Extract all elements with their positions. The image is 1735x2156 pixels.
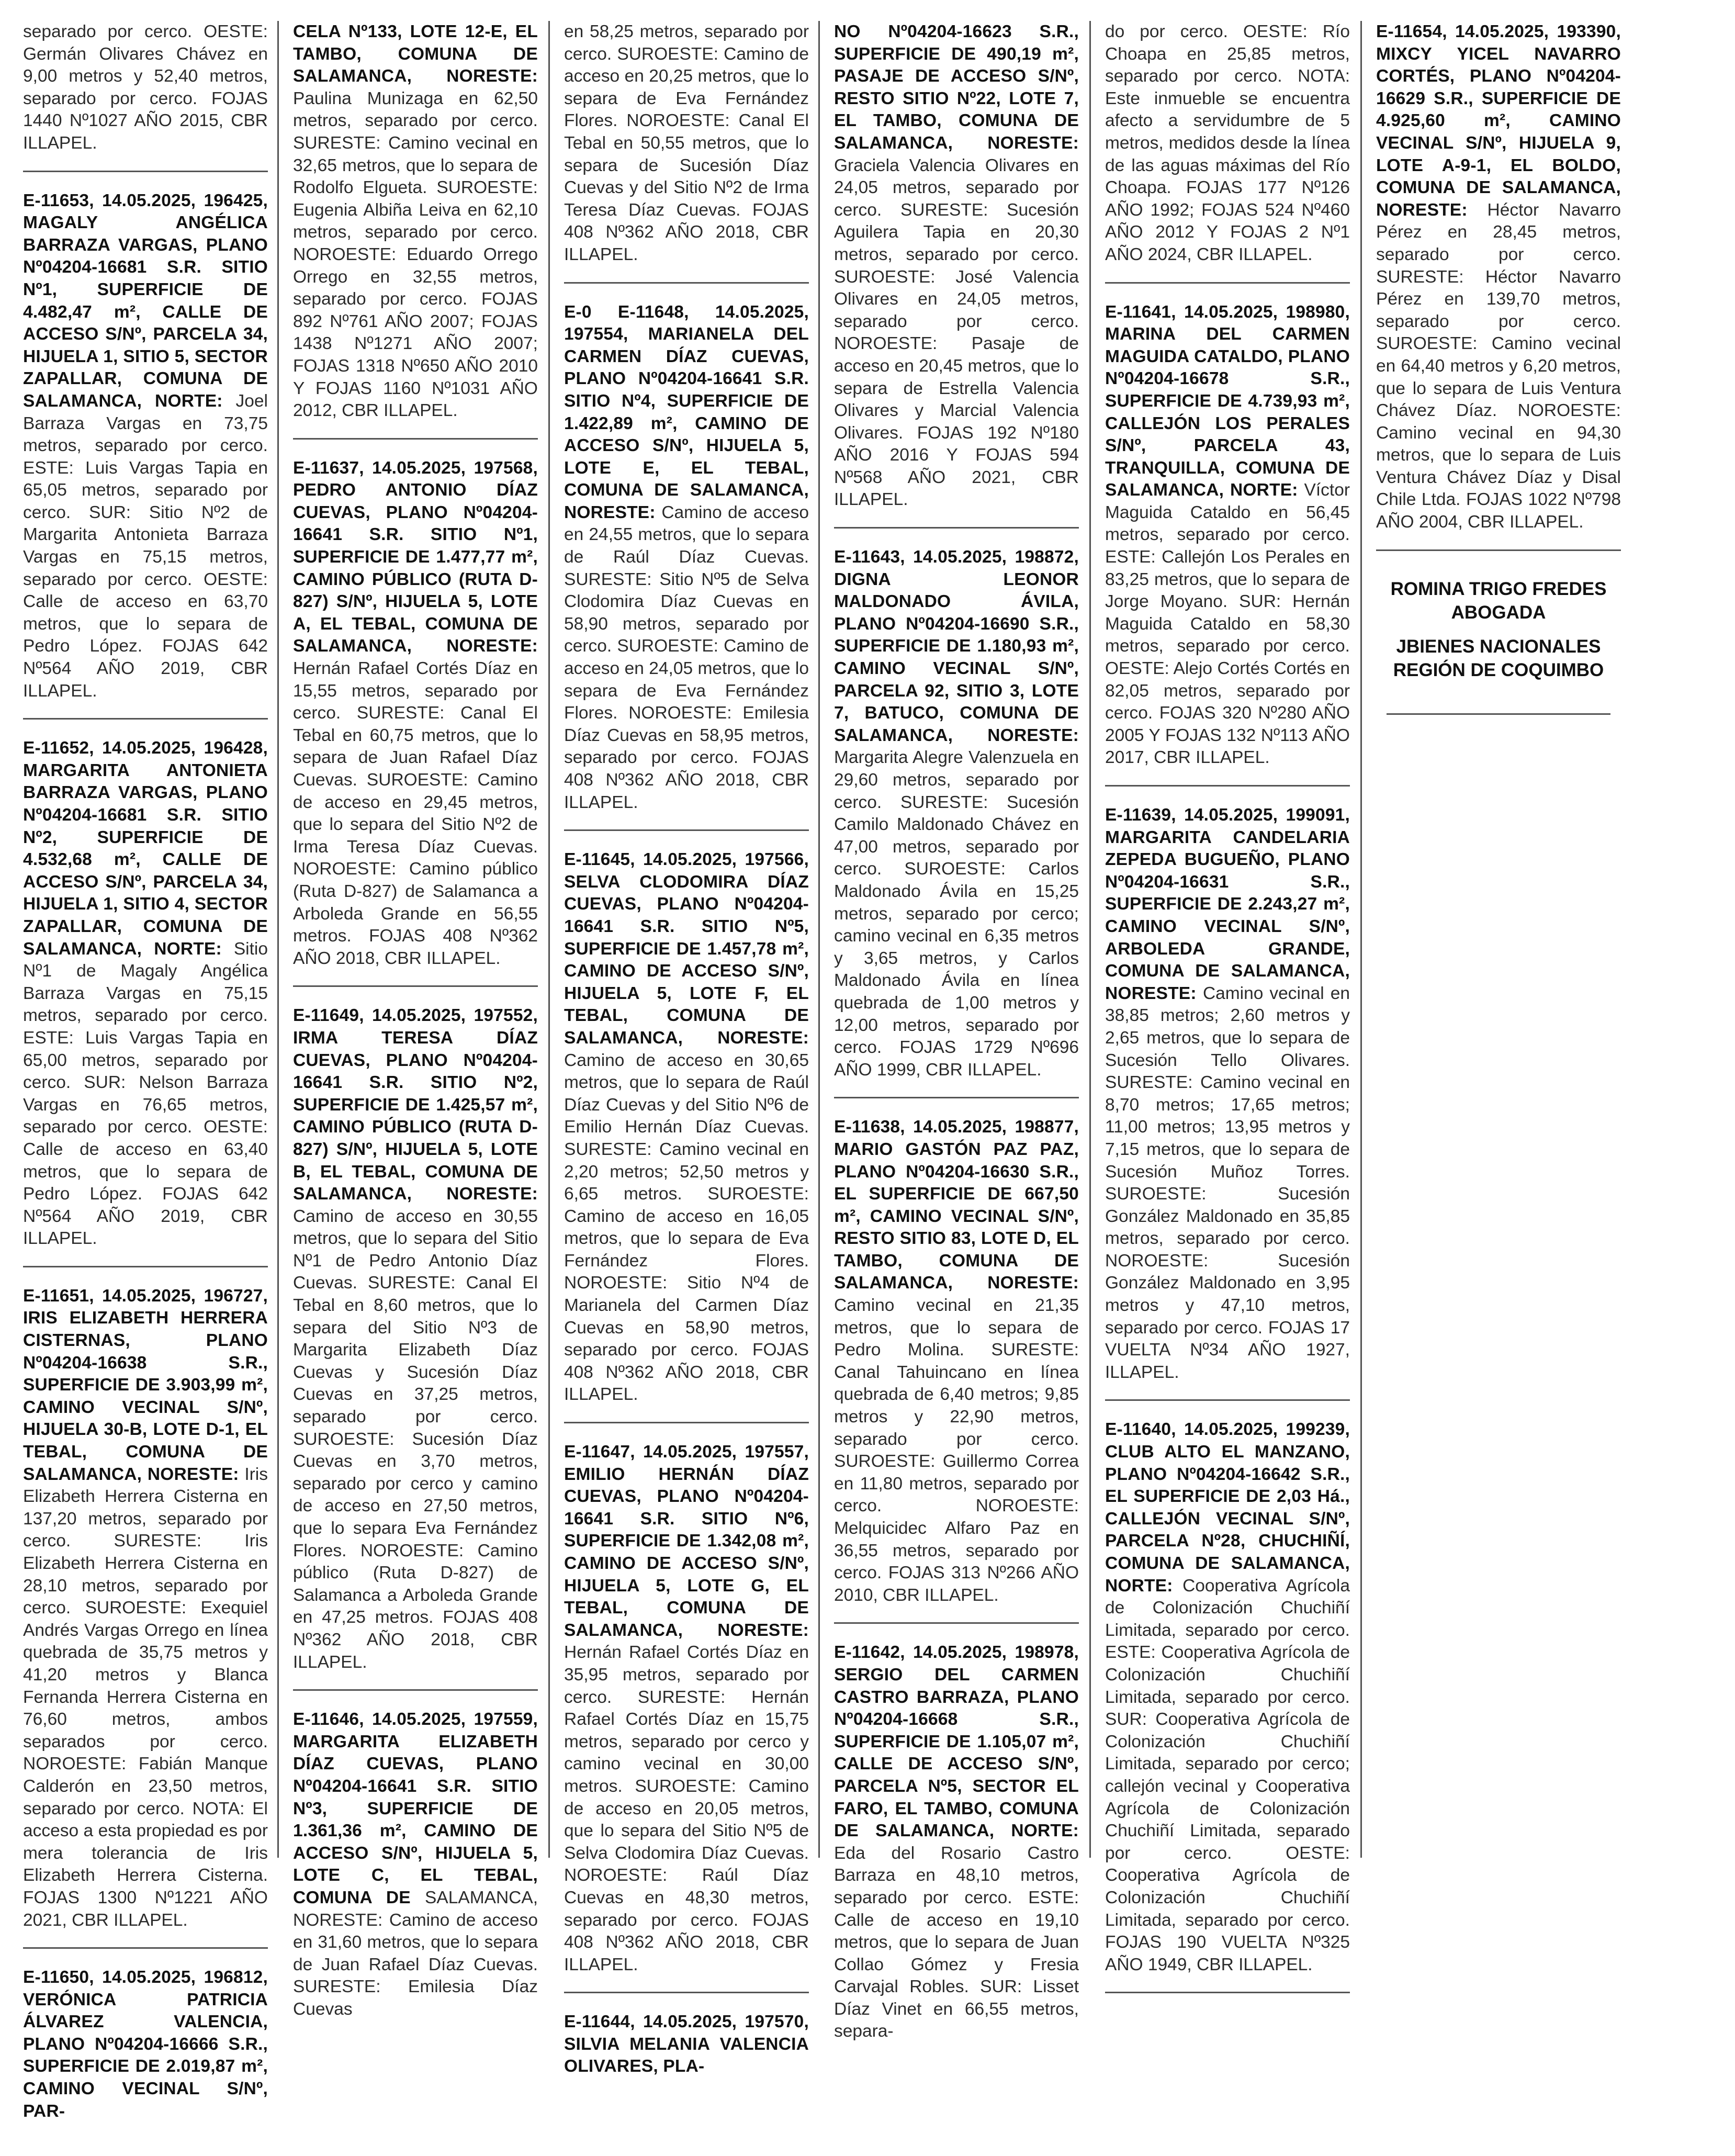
notice-entry	[1376, 21, 1621, 551]
column-rule-1	[277, 21, 279, 1858]
notice-body: Hernán Rafael Cortés Díaz en 15,55 metros, separado por cerco. SURESTE: Canal El Tebal en 60,75 metros, que lo separa de Juan Rafael Díaz Cuevas. SUROESTE: Camino de acceso en 29,45 metros, que lo separa del Sitio Nº2 de Irma Teresa Díaz Cuevas. NOROESTE: Camino público (Ruta D-827) de Salamanca a Arboleda Grande en 56,55 metros. FOJAS 408 Nº362 AÑO 2018, CBR ILLAPEL.	[293, 659, 538, 968]
notice-body: en 58,25 metros, separado por cerco. SUROESTE: Camino de acceso en 20,25 metros, que lo separa de Eva Fernández Flores. NOROESTE: Canal El Tebal en 50,55 metros, que lo separa de Sucesión Díaz Cuevas y del Sitio Nº2 de Irma Teresa Díaz Cuevas. FOJAS 408 Nº362 AÑO 2018, CBR ILLAPEL.	[564, 22, 809, 264]
notice-entry	[1105, 21, 1350, 284]
signature-divider	[1387, 713, 1610, 715]
column-5	[1105, 21, 1350, 2011]
notice-entry	[564, 21, 809, 284]
notice-body: Héctor Navarro Pérez en 28,45 metros, separado por cerco. SURESTE: Héctor Navarro Pérez en 139,70 metros, separado por cerco. SUROESTE: Camino vecinal en 64,40 metros y 6,20 metros, que lo separa de Luis Ventura Chávez Díaz. NOROESTE: Camino vecinal en 94,30 metros, que lo separa de Luis Ventura Chávez Díaz y Disal Chile Ltda. FOJAS 1022 Nº798 AÑO 2004, CBR ILLAPEL.	[1376, 200, 1621, 532]
notice-entry	[564, 2011, 809, 2094]
notice-entry	[23, 737, 268, 1267]
notice-entry	[23, 21, 268, 172]
notice-heading: E-11647, 14.05.2025, 197557, EMILIO HERNÁN DÍAZ CUEVAS, PLANO Nº04204-16641 S.R. SITIO Nº6, SUPERFICIE DE 1.342,08 m², CAMINO DE ACCESO S/Nº, HIJUELA 5, LOTE G, EL TEBAL, COMUNA DE SALAMANCA, NORESTE:	[564, 1442, 809, 1640]
notice-body: Cooperativa Agrícola de Colonización Chuchiñí Limitada, separado por cerco. ESTE: Cooperativa Agrícola de Colonización Chuchiñí Limitada, separado por cerco. SUR: Cooperativa Agrícola de Colonización Chuchiñí Limitada, separado por cerco; callejón vecinal y Cooperativa Agrícola de Colonización Chuchiñí Limitada, separado por cerco. OESTE: Cooperativa Agrícola de Colonización Chuchiñí Limitada, separado por cerco. FOJAS 190 VUELTA Nº325 AÑO 1949, CBR ILLAPEL.	[1105, 1576, 1350, 1974]
column-4	[834, 21, 1079, 2076]
notice-body: Paulina Munizaga en 62,50 metros, separado por cerco. SURESTE: Camino vecinal en 32,65 metros, que lo separa de Rodolfo Elgueta. SUROESTE: Eugenia Albiña Leiva en 62,10 metros, separado por cerco. NOROESTE: Eduardo Orrego Orrego en 32,55 metros, separado por cerco. FOJAS 892 Nº761 AÑO 2007; FOJAS 1438 Nº1271 AÑO 2007; FOJAS 1318 Nº650 AÑO 2010 Y FOJAS 1160 Nº1031 AÑO 2012, CBR ILLAPEL.	[293, 88, 538, 421]
notice-entry	[834, 546, 1079, 1098]
column-6	[1376, 21, 1621, 715]
notice-entry	[1105, 301, 1350, 787]
notice-heading: E-11637, 14.05.2025, 197568, PEDRO ANTONIO DÍAZ CUEVAS, PLANO Nº04204-16641 S.R. SITIO Nº1, SUPERFICIE DE 1.477,77 m², CAMINO PÚBLICO (RUTA D-827) S/Nº, HIJUELA 5, LOTE A, EL TEBAL, COMUNA DE SALAMANCA, NORESTE:	[293, 458, 538, 656]
column-2	[293, 21, 538, 2054]
notice-heading: E-11642, 14.05.2025, 198978, SERGIO DEL CARMEN CASTRO BARRAZA, PLANO Nº04204-16668 S.R., SUPERFICIE DE 1.105,07 m², CALLE DE ACCESO S/Nº, PARCELA Nº5, SECTOR EL FARO, EL TAMBO, COMUNA DE SALAMANCA, NORTE:	[834, 1643, 1079, 1841]
notice-heading: E-11638, 14.05.2025, 198877, MARIO GASTÓN PAZ PAZ, PLANO Nº04204-16630 S.R., EL SUPERFICIE DE 667,50 m², CAMINO VECINAL S/Nº, RESTO SITIO 83, LOTE D, EL TAMBO, COMUNA DE SALAMANCA, NORESTE:	[834, 1117, 1079, 1293]
notice-body: Camino vecinal en 38,85 metros; 2,60 metros y 2,65 metros, que lo separa de Sucesión Tello Olivares. SURESTE: Camino vecinal en 8,70 metros; 17,65 metros; 11,00 metros; 13,95 metros y 7,15 metros, que lo separa de Sucesión Muñoz Torres. SUROESTE: Sucesión González Maldonado en 35,85 metros, separado por cerco. NOROESTE: Sucesión González Maldonado en 3,95 metros y 47,10 metros, separado por cerco. FOJAS 17 VUELTA Nº34 AÑO 1927, ILLAPEL.	[1105, 983, 1350, 1382]
notice-entry	[564, 301, 809, 832]
notice-body: Camino vecinal en 21,35 metros, que lo separa de Pedro Molina. SURESTE: Canal Tahuincano en línea quebrada de 6,40 metros; 9,85 metros y 22,90 metros, separado por cerco. SUROESTE: Guillermo Correa en 11,80 metros, separado por cerco. NOROESTE: Melquicidec Alfaro Paz en 36,55 metros, separado por cerco. FOJAS 313 Nº266 AÑO 2010, CBR ILLAPEL.	[834, 1296, 1079, 1605]
notice-entry	[23, 1285, 268, 1949]
notice-heading: E-11640, 14.05.2025, 199239, CLUB ALTO EL MANZANO, PLANO Nº04204-16642 S.R., EL SUPERFICIE DE 2,03 Há., CALLEJÓN VECINAL S/Nº, PARCELA Nº28, CHUCHIÑÍ, COMUNA DE SALAMANCA, NORTE:	[1105, 1420, 1350, 1596]
notice-heading: E-11651, 14.05.2025, 196727, IRIS ELIZABETH HERRERA CISTERNAS, PLANO Nº04204-16638 S.R., SUPERFICIE DE 3.903,99 m², CAMINO VECINAL S/Nº, HIJUELA 30-B, LOTE D-1, EL TEBAL, COMUNA DE SALAMANCA, NORESTE:	[23, 1286, 268, 1484]
notice-body: separado por cerco. OESTE: Germán Olivares Chávez en 9,00 metros y 52,40 metros, separado por cerco. FOJAS 1440 Nº1027 AÑO 2015, CBR ILLAPEL.	[23, 22, 268, 153]
column-3	[564, 21, 809, 2112]
notice-entry	[293, 21, 538, 440]
notice-entry	[564, 849, 809, 1423]
notice-heading: E-11645, 14.05.2025, 197566, SELVA CLODOMIRA DÍAZ CUEVAS, PLANO Nº04204-16641 S.R. SITIO Nº5, SUPERFICIE DE 1.457,78 m², CAMINO DE ACCESO S/Nº, HIJUELA 5, LOTE F, EL TEBAL, COMUNA DE SALAMANCA, NORESTE:	[564, 850, 809, 1048]
notice-heading: E-0 E-11648, 14.05.2025, 197554, MARIANELA DEL CARMEN DÍAZ CUEVAS, PLANO Nº04204-16641 S.R. SITIO Nº4, SUPERFICIE DE 1.422,89 m², CAMINO DE ACCESO S/Nº, HIJUELA 5, LOTE E, EL TEBAL, COMUNA DE SALAMANCA, NORESTE:	[564, 302, 809, 522]
notice-entry	[834, 1642, 1079, 2059]
column-rule-5	[1360, 21, 1362, 1858]
notice-entry	[564, 1441, 809, 1993]
notice-heading: E-11641, 14.05.2025, 198980, MARINA DEL CARMEN MAGUIDA CATALDO, PLANO Nº04204-16678 S.R., SUPERFICIE DE 4.739,93 m², CALLEJÓN LOS PERALES S/Nº, PARCELA 43, TRANQUILLA, COMUNA DE SALAMANCA, NORTE:	[1105, 302, 1350, 500]
signature-title: ABOGADA	[1451, 602, 1546, 623]
notice-entry	[1105, 804, 1350, 1401]
column-1	[23, 21, 268, 2156]
notice-heading: E-11646, 14.05.2025, 197559, MARGARITA ELIZABETH DÍAZ CUEVAS, PLANO Nº04204-16641 S.R. SITIO Nº3, SUPERFICIE DE 1.361,36 m², CAMINO DE ACCESO S/Nº, HIJUELA 5, LOTE C, EL TEBAL, COMUNA DE	[293, 1710, 538, 1907]
signature-name: ROMINA TRIGO FREDES	[1390, 578, 1607, 599]
notice-body: Camino de acceso en 24,55 metros, que lo separa de Raúl Díaz Cuevas. SURESTE: Sitio Nº5 de Selva Clodomira Díaz Cuevas en 58,90 metros, separado por cerco. SUROESTE: Camino de acceso en 24,05 metros, que lo separa de Eva Fernández Flores. NOROESTE: Emilesia Díaz Cuevas en 58,95 metros, separado por cerco. FOJAS 408 Nº362 AÑO 2018, CBR ILLAPEL.	[564, 502, 809, 812]
notice-entry	[293, 1709, 538, 2036]
notice-body: Camino de acceso en 30,55 metros, que lo separa del Sitio Nº1 de Pedro Antonio Díaz Cuevas. SURESTE: Canal El Tebal en 8,60 metros, que lo separa del Sitio Nº3 de Margarita Elizabeth Díaz Cuevas y Sucesión Díaz Cuevas en 37,25 metros, separado por cerco. SUROESTE: Sucesión Díaz Cuevas en 3,70 metros, separado por cerco y camino de acceso en 27,50 metros, que lo separa Eva Fernández Flores. NOROESTE: Camino público (Ruta D-827) de Salamanca a Arboleda Grande en 47,25 metros. FOJAS 408 Nº362 AÑO 2018, CBR ILLAPEL.	[293, 1206, 538, 1672]
notice-body: Iris Elizabeth Herrera Cisterna en 137,20 metros, separado por cerco. SURESTE: Iris Elizabeth Herrera Cisterna en 28,10 metros, separado por cerco. SUROESTE: Exequiel Andrés Vargas Orrego en línea quebrada de 35,75 metros y 41,20 metros y Blanca Fernanda Herrera Cisterna en 76,60 metros, ambos separados por cerco. NOROESTE: Fabián Manque Calderón en 23,50 metros, separado por cerco. NOTA: El acceso a esta propiedad es por mera tolerancia de Iris Elizabeth Herrera Cisterna. FOJAS 1300 Nº1221 AÑO 2021, CBR ILLAPEL.	[23, 1464, 268, 1930]
notice-heading: NO Nº04204-16623 S.R., SUPERFICIE DE 490,19 m², PASAJE DE ACCESO S/Nº, RESTO SITIO Nº22, LOTE 7, EL TAMBO, COMUNA DE SALAMANCA, NORESTE:	[834, 22, 1079, 153]
notice-entry	[23, 1967, 268, 2138]
notice-body: Graciela Valencia Olivares en 24,05 metros, separado por cerco. SURESTE: Sucesión Aguilera Tapia en 20,30 metros, separado por cerco. SUROESTE: José Valencia Olivares en 24,05 metros, separado por cerco. NOROESTE: Pasaje de acceso en 20,45 metros, que lo separa de Estrella Valencia Olivares y Marcial Valencia Olivares. FOJAS 192 Nº180 AÑO 2016 Y FOJAS 594 Nº568 AÑO 2021, CBR ILLAPEL.	[834, 155, 1079, 510]
column-rule-4	[1089, 21, 1091, 1858]
signature-block	[1376, 577, 1621, 715]
notice-body: Hernán Rafael Cortés Díaz en 35,95 metros, separado por cerco. SURESTE: Hernán Rafael Cortés Díaz en 15,75 metros, separado por cerco y camino vecinal en 30,00 metros. SUROESTE: Camino de acceso en 20,05 metros, que lo separa del Sitio Nº5 de Selva Clodomira Díaz Cuevas. NOROESTE: Raúl Díaz Cuevas en 48,30 metros, separado por cerco. FOJAS 408 Nº362 AÑO 2018, CBR ILLAPEL.	[564, 1643, 809, 1974]
notice-body: Víctor Maguida Cataldo en 56,45 metros, separado por cerco. ESTE: Callejón Los Perales en 83,25 metros, que lo separa de Jorge Moyano. SUR: Hernán Maguida Cataldo en 58,30 metros, separado por cerco. OESTE: Alejo Cortés Cortés en 82,05 metros, separado por cerco. FOJAS 320 Nº280 AÑO 2005 Y FOJAS 132 Nº113 AÑO 2017, CBR ILLAPEL.	[1105, 480, 1350, 768]
column-rule-3	[818, 21, 820, 1858]
notice-body: Camino de acceso en 30,65 metros, que lo separa de Raúl Díaz Cuevas y del Sitio Nº6 de Emilio Hernán Díaz Cuevas. SURESTE: Camino vecinal en 2,20 metros; 52,50 metros y 6,65 metros. SUROESTE: Camino de acceso en 16,05 metros, que lo separa de Eva Fernández Flores. NOROESTE: Sitio Nº4 de Marianela del Carmen Díaz Cuevas en 58,90 metros, separado por cerco. FOJAS 408 Nº362 AÑO 2018, CBR ILLAPEL.	[564, 1050, 809, 1405]
notice-heading: E-11649, 14.05.2025, 197552, IRMA TERESA DÍAZ CUEVAS, PLANO Nº04204-16641 S.R. SITIO Nº2, SUPERFICIE DE 1.425,57 m², CAMINO PÚBLICO (RUTA D-827) S/Nº, HIJUELA 5, LOTE B, EL TEBAL, COMUNA DE SALAMANCA, NORESTE:	[293, 1006, 538, 1204]
notice-body: do por cerco. OESTE: Río Choapa en 25,85 metros, separado por cerco. NOTA: Este inmueble se encuentra afecto a servidumbre de 5 metros, medidos desde la línea de las aguas máximas del Río Choapa. FOJAS 177 Nº126 AÑO 1992; FOJAS 524 Nº460 AÑO 2012 Y FOJAS 2 Nº1 AÑO 2024, CBR ILLAPEL.	[1105, 22, 1350, 264]
notice-entry	[23, 190, 268, 720]
signature-region: REGIÓN DE COQUIMBO	[1393, 659, 1604, 680]
notice-entry	[293, 457, 538, 987]
notice-entry	[1105, 1419, 1350, 1993]
notice-heading: E-11653, 14.05.2025, 196425, MAGALY ANGÉLICA BARRAZA VARGAS, PLANO Nº04204-16681 S.R. SITIO Nº1, SUPERFICIE DE 4.482,47 m², CALLE DE ACCESO S/Nº, PARCELA 34, HIJUELA 1, SITIO 5, SECTOR ZAPALLAR, COMUNA DE SALAMANCA, NORTE:	[23, 190, 268, 411]
notice-entry	[834, 1116, 1079, 1624]
notice-heading: E-11643, 14.05.2025, 198872, DIGNA LEONOR MALDONADO ÁVILA, PLANO Nº04204-16690 S.R., SUPERFICIE DE 1.180,93 m², CAMINO VECINAL S/Nº, PARCELA 92, SITIO 3, LOTE 7, BATUCO, COMUNA DE SALAMANCA, NORESTE:	[834, 547, 1079, 745]
notice-heading: E-11650, 14.05.2025, 196812, VERÓNICA PATRICIA ÁLVAREZ VALENCIA, PLANO Nº04204-16666 S.R., SUPERFICIE DE 2.019,87 m², CAMINO VECINAL S/Nº, PAR-	[23, 1968, 268, 2121]
notice-heading: E-11654, 14.05.2025, 193390, MIXCY YICEL NAVARRO CORTÉS, PLANO Nº04204-16629 S.R., SUPERFICIE DE 4.925,60 m², CAMINO VECINAL S/Nº, HIJUELA 9, LOTE A-9-1, EL BOLDO, COMUNA DE SALAMANCA, NORESTE:	[1376, 22, 1621, 220]
notice-heading: E-11652, 14.05.2025, 196428, MARGARITA ANTONIETA BARRAZA VARGAS, PLANO Nº04204-16681 S.R. SITIO Nº2, SUPERFICIE DE 4.532,68 m², CALLE DE ACCESO S/Nº, PARCELA 34, HIJUELA 1, SITIO 4, SECTOR ZAPALLAR, COMUNA DE SALAMANCA, NORTE:	[23, 738, 268, 959]
notice-heading: E-11644, 14.05.2025, 197570, SILVIA MELANIA VALENCIA OLIVARES, PLA-	[564, 2012, 809, 2076]
notice-entry	[834, 21, 1079, 529]
notice-body: Eda del Rosario Castro Barraza en 48,10 metros, separado por cerco. ESTE: Calle de acceso en 19,10 metros, que lo separa de Juan Collao Gómez y Fresia Carvajal Robles. SUR: Lisset Díaz Vinet en 66,55 metros, separa-	[834, 1843, 1079, 2041]
notice-heading: CELA Nº133, LOTE 12-E, EL TAMBO, COMUNA DE SALAMANCA, NORESTE:	[293, 22, 538, 86]
notice-heading: E-11639, 14.05.2025, 199091, MARGARITA CANDELARIA ZEPEDA BUGUEÑO, PLANO Nº04204-16631 S.R., SUPERFICIE DE 2.243,27 m², CAMINO VECINAL S/Nº, ARBOLEDA GRANDE, COMUNA DE SALAMANCA, NORESTE:	[1105, 805, 1350, 1003]
notice-body: Joel Barraza Vargas en 73,75 metros, separado por cerco. ESTE: Luis Vargas Tapia en 65,05 metros, separado por cerco. SUR: Sitio Nº2 de Margarita Antonieta Barraza Vargas en 75,15 metros, separado por cerco. OESTE: Calle de acceso en 63,70 metros, que lo separa de Pedro López. FOJAS 642 Nº564 AÑO 2019, CBR ILLAPEL.	[23, 391, 268, 701]
signature-organization: JBIENES NACIONALES	[1396, 636, 1601, 657]
notice-body: Margarita Alegre Valenzuela en 29,60 metros, separado por cerco. SURESTE: Sucesión Camilo Maldonado Chávez en 47,00 metros, separado por cerco. SUROESTE: Carlos Maldonado Ávila en 15,25 metros, separado por cerco; camino vecinal en 6,35 metros y 3,65 metros, y Carlos Maldonado Ávila en línea quebrada de 1,00 metros y 12,00 metros, separado por cerco. FOJAS 1729 Nº696 AÑO 1999, CBR ILLAPEL.	[834, 748, 1079, 1080]
notice-body: SALAMANCA, NORESTE: Camino de acceso en 31,60 metros, que lo separa de Juan Rafael Díaz Cuevas. SURESTE: Emilesia Díaz Cuevas	[293, 1888, 538, 2019]
notice-entry	[293, 1005, 538, 1691]
notice-body: Sitio Nº1 de Magaly Angélica Barraza Vargas en 75,15 metros, separado por cerco. ESTE: Luis Vargas Tapia en 65,00 metros, separado por cerco. SUR: Nelson Barraza Vargas en 76,65 metros, separado por cerco. OESTE: Calle de acceso en 63,40 metros, que lo separa de Pedro López. FOJAS 642 Nº564 AÑO 2019, CBR ILLAPEL.	[23, 939, 268, 1249]
column-rule-2	[548, 21, 550, 1858]
